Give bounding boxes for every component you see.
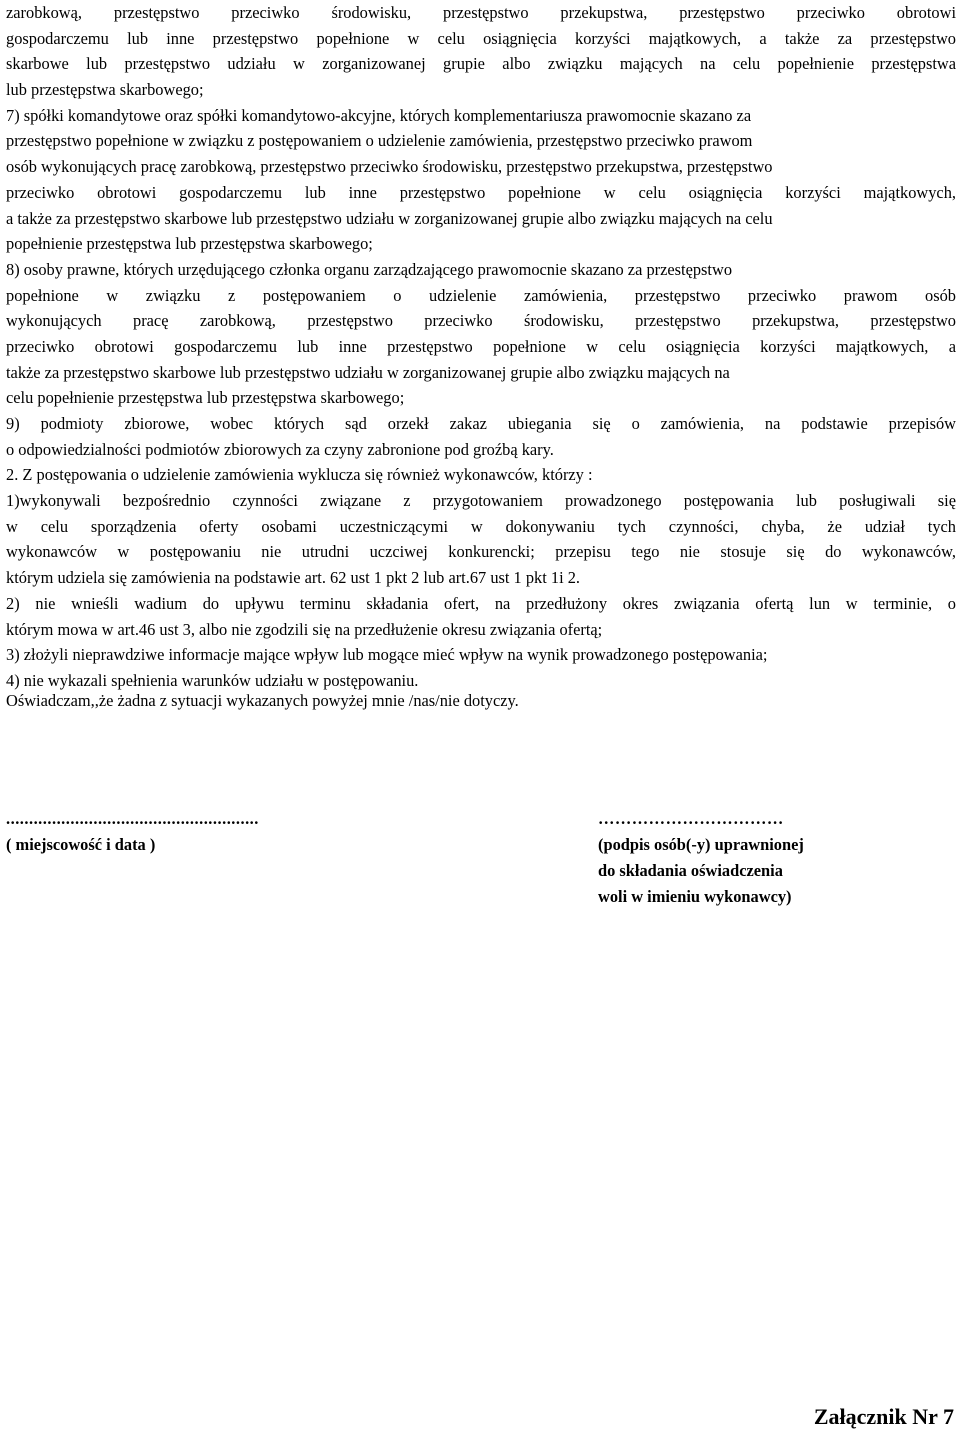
text-line: o odpowiedzialności podmiotów zbiorowych za czyny zabronione pod groźbą kary.	[6, 439, 554, 459]
text-line: lub przestępstwa skarbowego;	[6, 80, 204, 100]
text-line: 7) spółki komandytowe oraz spółki komandytowo-akcyjne, których komplementariusza prawomocnie skazano za	[6, 105, 752, 125]
text-line: wykonujących pracę zarobkową, przestępstwo przeciwko środowisku, przestępstwo przekupstwa, przestępstwo	[6, 311, 956, 331]
text-line: popełnienie przestępstwa lub przestępstwa skarbowego;	[6, 234, 373, 254]
authorized-signature-block	[598, 806, 804, 910]
text-line: którym udziela się zamówienia na podstawie art. 62 ust 1 pkt 2 lub art.67 ust 1 pkt 1i 2.	[6, 568, 581, 588]
text-line: przestępstwo popełnione w związku z postępowaniem o udzielenie zamówienia, przestępstwo przeciwko prawom	[6, 131, 753, 151]
text-line: 2) nie wnieśli wadium do upływu terminu składania ofert, na przedłużony okres związania ofertą lun w terminie, o	[6, 593, 956, 613]
place-date-dots: .......................................................	[6, 809, 259, 828]
text-line: a także za przestępstwo skarbowe lub przestępstwo udziału w zorganizowanej grupie albo związku mających na celu	[6, 208, 773, 228]
text-line: którym mowa w art.46 ust 3, albo nie zgodzili się na przedłużenie okresu związania ofertą;	[6, 619, 603, 639]
text-line: 1)wykonywali bezpośrednio czynności związane z przygotowaniem prowadzonego postępowania lub posługiwali się	[6, 491, 956, 511]
text-line: przeciwko obrotowi gospodarczemu lub inne przestępstwo popełnione w celu osiągnięcia korzyści majątkowych, a	[6, 336, 956, 356]
text-line: skarbowe lub przestępstwo udziału w zorganizowanej grupie albo związku mających na celu popełnienie przestępstwa	[6, 54, 956, 74]
text-line: 3) złożyli nieprawdziwe informacje mające wpływ lub mogące mieć wpływ na wynik prowadzonego postępowania;	[6, 645, 768, 665]
declaration-block	[6, 688, 956, 714]
text-line: w celu sporządzenia oferty osobami uczestniczącymi w dokonywaniu tych czynności, chyba, że udział tych	[6, 516, 956, 536]
authorized-signature-caption-1: (podpis osób(-y) uprawnionej	[598, 835, 804, 854]
document-page	[6, 0, 956, 1440]
text-line: 8) osoby prawne, których urzędującego członka organu zarządzającego prawomocnie skazano za przestępstwo	[6, 259, 733, 279]
text-line: gospodarczemu lub inne przestępstwo popełnione w celu osiągnięcia korzyści majątkowych, a także za przestępstwo	[6, 28, 956, 48]
authorized-signature-caption-2: do składania oświadczenia	[598, 861, 783, 880]
text-line: 4) nie wykazali spełnienia warunków udziału w postępowaniu.	[6, 670, 419, 690]
body-text	[6, 0, 956, 694]
authorized-signature-caption-3: woli w imieniu wykonawcy)	[598, 887, 792, 906]
text-line: 9) podmioty zbiorowe, wobec których sąd orzekł zakaz ubiegania się o zamówienia, na podstawie przepisów	[6, 414, 956, 433]
authorized-signature-dots: ……………………………	[598, 809, 784, 828]
text-line: przeciwko obrotowi gospodarczemu lub inne przestępstwo popełnione w celu osiągnięcia korzyści majątkowych,	[6, 182, 956, 202]
text-line: 2. Z postępowania o udzielenie zamówienia wyklucza się również wykonawców, którzy :	[6, 465, 593, 485]
place-date-signature-block	[6, 806, 259, 858]
place-date-caption: ( miejscowość i data )	[6, 835, 156, 854]
text-line: zarobkową, przestępstwo przeciwko środowisku, przestępstwo przekupstwa, przestępstwo przeciwko obrotowi	[6, 3, 956, 22]
text-line: wykonawców w postępowaniu nie utrudni uczciwej konkurencki; przepisu tego nie stosuje się do wykonawców,	[6, 542, 956, 562]
declaration-text: Oświadczam,,że żadna z sytuacji wykazanych powyżej mnie /nas/nie dotyczy.	[6, 691, 519, 710]
text-line: osób wykonujących pracę zarobkową, przestępstwo przeciwko środowisku, przestępstwo przekupstwa, przestępstwo	[6, 157, 773, 177]
text-line: popełnione w związku z postępowaniem o udzielenie zamówienia, przestępstwo przeciwko prawom osób	[6, 285, 956, 305]
text-line: celu popełnienie przestępstwa lub przestępstwa skarbowego;	[6, 388, 405, 408]
text-line: także za przestępstwo skarbowe lub przestępstwo udziału w zorganizowanej grupie albo związku mających na	[6, 362, 730, 382]
attachment-label: Załącznik Nr 7	[813, 1404, 954, 1429]
